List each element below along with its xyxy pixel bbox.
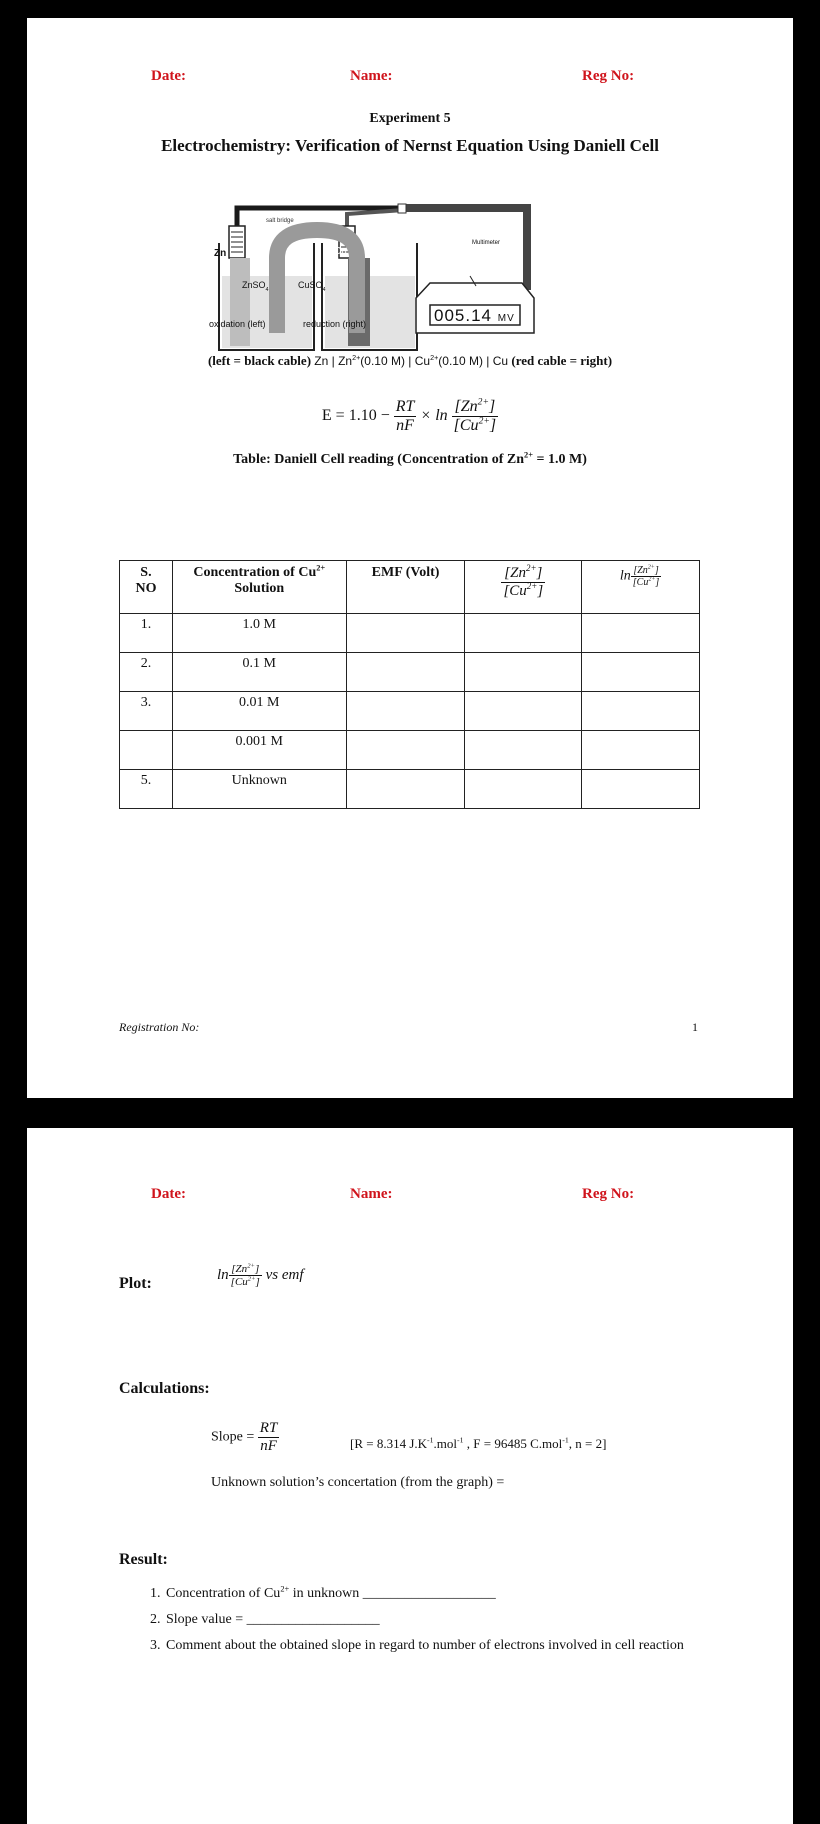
page-2 xyxy=(27,1128,793,1824)
table-row: 0.001 M xyxy=(120,731,700,770)
table-row: 2. 0.1 M xyxy=(120,653,700,692)
page-number: 1 xyxy=(692,1020,698,1034)
plot-expression: ln $\frac{[Zn^{2+}]}{[Cu^{2+}]}$ vs emf xyxy=(217,1262,304,1288)
reduction-label: reduction (right) xyxy=(303,319,367,329)
unknown-concentration-line: Unknown solution’s concertation (from the graph) = xyxy=(211,1475,505,1490)
list-item: 2. Slope value = ___________________ xyxy=(164,1607,724,1633)
salt-bridge-label: salt bridge xyxy=(266,218,294,224)
zn-electrode xyxy=(230,258,250,346)
multimeter-reading: 005.14 MV xyxy=(434,306,515,325)
left-clip-icon xyxy=(229,226,245,258)
table-row: 5. Unknown xyxy=(120,770,700,809)
page-1 xyxy=(27,18,793,1098)
calculations-label: Calculations: xyxy=(119,1380,210,1397)
cable-connector xyxy=(398,204,406,213)
emf-cell[interactable] xyxy=(346,692,465,731)
cuso4-label: CuSO$_4$ xyxy=(298,280,326,293)
header-ratio: $\frac{[Zn^{2+}]}{[Cu^{2+}]}$ xyxy=(465,561,582,614)
header-emf: EMF (Volt) xyxy=(346,561,465,614)
emf-cell[interactable] xyxy=(346,614,465,653)
header-sno: S. NO xyxy=(120,561,173,614)
date-label: Date: xyxy=(151,1186,186,1202)
red-cable xyxy=(402,208,527,290)
emf-cell[interactable] xyxy=(346,731,465,770)
oxidation-label: oxidation (left) xyxy=(209,319,266,329)
date-label: Date: xyxy=(151,68,186,84)
multimeter-label: Multimeter xyxy=(472,240,501,246)
table-row: 3. 0.01 M xyxy=(120,692,700,731)
page-title: Electrochemistry: Verification of Nernst Equation Using Daniell Cell xyxy=(161,136,659,155)
slope-formula: Slope = $\frac{RT}{nF}$ xyxy=(211,1420,278,1454)
cu-label: Cu xyxy=(334,246,347,257)
table-caption: Table: Daniell Cell reading (Concentration of $Zn^{2+} = 1.0$ M) xyxy=(233,450,587,467)
emf-cell[interactable] xyxy=(346,770,465,809)
nernst-equation: E = 1.10 − $\frac{RT}{nF}$ × ln $\frac{[Zn^{2+}]}{[Cu^{2+}]}$ xyxy=(321,396,497,434)
experiment-number: Experiment 5 xyxy=(369,111,451,126)
daniell-cell-table xyxy=(119,560,700,809)
constants-text: [R = 8.314 $J.K^{-1}.mol^{-1}$ , F = 96485 C.mol$^{-1}$, n = 2] xyxy=(350,1435,607,1451)
registration-footer: Registration No: xyxy=(119,1020,200,1034)
reg-no-label: Reg No: xyxy=(582,1186,635,1202)
reg-no-label: Reg No: xyxy=(582,68,635,84)
list-item: 1. Concentration of $Cu^{2+}$ in unknown ___________________ xyxy=(164,1581,724,1607)
header-concentration: Concentration of $Cu^{2+}$ Solution xyxy=(172,561,346,614)
result-list xyxy=(119,1581,724,1659)
cell-notation: (left = black cable) Zn | $Zn^{2+}(0.10$ M) | $Cu^{2+}(0.10$ M) | Cu (red cable = right) xyxy=(207,353,613,368)
emf-cell[interactable] xyxy=(346,653,465,692)
table-row: 1. 1.0 M xyxy=(120,614,700,653)
name-label: Name: xyxy=(350,1186,393,1202)
result-label: Result: xyxy=(119,1551,168,1568)
name-label: Name: xyxy=(350,68,393,84)
znso4-label: ZnSO$_4$ xyxy=(242,280,269,293)
plot-label: Plot: xyxy=(119,1275,152,1292)
table-header-row xyxy=(120,561,700,614)
header-ln-ratio: ln $\frac{[Zn^{2+}]}{[Cu^{2+}]}$ xyxy=(582,561,700,614)
list-item: 3. Comment about the obtained slope in regard to number of electrons involved in cell reaction xyxy=(164,1633,724,1659)
zn-label: Zn xyxy=(214,248,227,259)
